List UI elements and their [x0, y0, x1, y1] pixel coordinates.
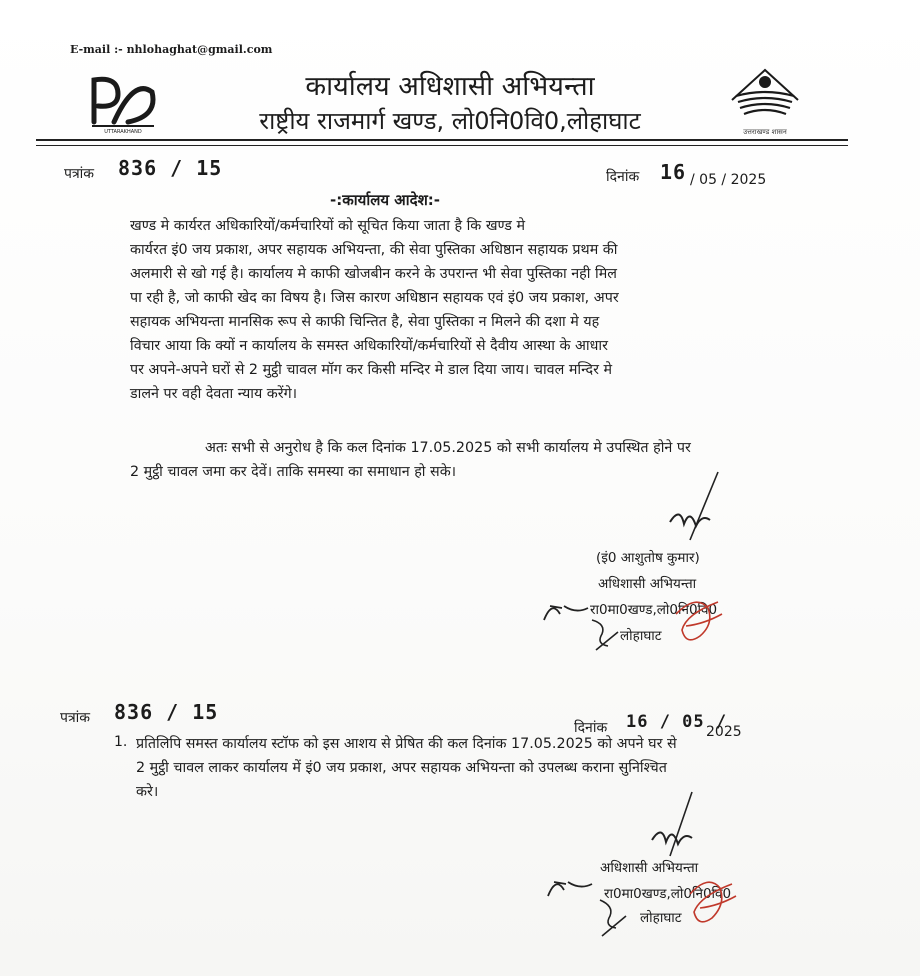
- uttarakhand-emblem-icon: [722, 66, 808, 138]
- para1-line-2: कार्यरत इं0 जय प्रकाश, अपर सहायक अभियन्ता, की सेवा पुस्तिका अधिष्ठान सहायक प्रथम की: [130, 242, 618, 258]
- date-printed: / 05 / 2025: [690, 172, 767, 188]
- para1-line-5: सहायक अभियन्ता मानसिक रूप से काफी चिन्तित है, सेवा पुस्तिका न मिलने की दशा मे यह: [130, 314, 600, 330]
- office-subtitle: राष्ट्रीय राजमार्ग खण्ड, लो0नि0वि0,लोहाघाट: [259, 107, 641, 135]
- pwd-logo: [88, 70, 160, 134]
- copy-signatory-office: रा0मा0खण्ड,लो0नि0वि0: [604, 886, 732, 902]
- para1-line-7: पर अपने-अपने घरों से 2 मुट्ठी चावल मॉग कर किसी मन्दिर मे डाल दिया जाय। चावल मन्दिर मे: [130, 362, 613, 378]
- email-line: E-mail :- nhlohaghat@gmail.com: [70, 43, 273, 56]
- copy-ref-number: 836 / 15: [114, 700, 219, 724]
- signatory-name: (इं0 आशुतोष कुमार): [596, 550, 700, 566]
- para1-line-6: विचार आया कि क्यों न कार्यालय के समस्त अधिकारियों/कर्मचारियों से दैवीय आस्था के आधार: [130, 338, 608, 354]
- emblem-caption: उत्तराखण्ड शासन: [743, 128, 787, 136]
- date-label: दिनांक: [606, 169, 640, 185]
- signatory-place: लोहाघाट: [620, 628, 662, 644]
- copy-date-label: दिनांक: [574, 720, 608, 736]
- ref-number: 836 / 15: [118, 156, 223, 180]
- initials-and-stamp-2: [540, 866, 770, 946]
- para1-line-8: डालने पर वही देवता न्याय करेंगे।: [130, 386, 298, 402]
- copy-line-1: प्रतिलिपि समस्त कार्यालय स्टॉफ को इस आशय से प्रेषित की कल दिनांक 17.05.2025 को अपने घर से: [136, 736, 677, 752]
- para1-line-3: अलमारी से खो गई है। कार्यालय मे काफी खोजबीन करने के उपरान्त भी सेवा पुस्तिका नही मिल: [130, 266, 617, 282]
- copy-item-number: 1.: [114, 734, 128, 750]
- date-handwritten: 16: [660, 160, 687, 184]
- header-rule-thick: [36, 139, 848, 141]
- copy-line-3: करे।: [136, 784, 159, 800]
- signature-stroke-1: [640, 470, 750, 550]
- copy-date-handwritten: 16 / 05 /: [626, 712, 728, 732]
- order-title: -:कार्यालय आदेश:-: [330, 191, 441, 209]
- para2-line-2: 2 मुट्ठी चावल जमा कर देवें। ताकि समस्या का समाधान हो सके।: [130, 464, 457, 480]
- header-rule-thin: [36, 145, 848, 146]
- copy-ref-label: पत्रांक: [60, 710, 91, 726]
- copy-signatory-designation: अधिशासी अभियन्ता: [600, 860, 699, 876]
- copy-date-printed: 2025: [706, 724, 742, 740]
- logo-left-caption: UTTARAKHAND: [104, 129, 142, 135]
- copy-signatory-place: लोहाघाट: [640, 910, 682, 926]
- signatory-office: रा0मा0खण्ड,लो0नि0वि0: [590, 602, 718, 618]
- para2-line-1: अतः सभी से अनुरोध है कि कल दिनांक 17.05.2025 को सभी कार्यालय मे उपस्थित होने पर: [205, 440, 691, 456]
- copy-line-2: 2 मुट्ठी चावल लाकर कार्यालय में इं0 जय प्रकाश, अपर सहायक अभियन्ता को उपलब्ध कराना सुनिश्चित: [136, 760, 667, 776]
- emblem: [722, 66, 808, 138]
- pwd-logo-icon: [88, 70, 160, 134]
- para1-line-1: खण्ड मे कार्यरत अधिकारियों/कर्मचारियों को सूचित किया जाता है कि खण्ड मे: [130, 218, 526, 234]
- office-title: कार्यालय अधिशासी अभियन्ता: [305, 71, 595, 102]
- ref-label: पत्रांक: [64, 166, 95, 182]
- signatory-designation: अधिशासी अभियन्ता: [598, 576, 697, 592]
- initials-and-stamp-1: [536, 584, 756, 664]
- para1-line-4: पा रही है, जो काफी खेद का विषय है। जिस कारण अधिष्ठान सहायक एवं इं0 जय प्रकाश, अपर: [130, 290, 619, 306]
